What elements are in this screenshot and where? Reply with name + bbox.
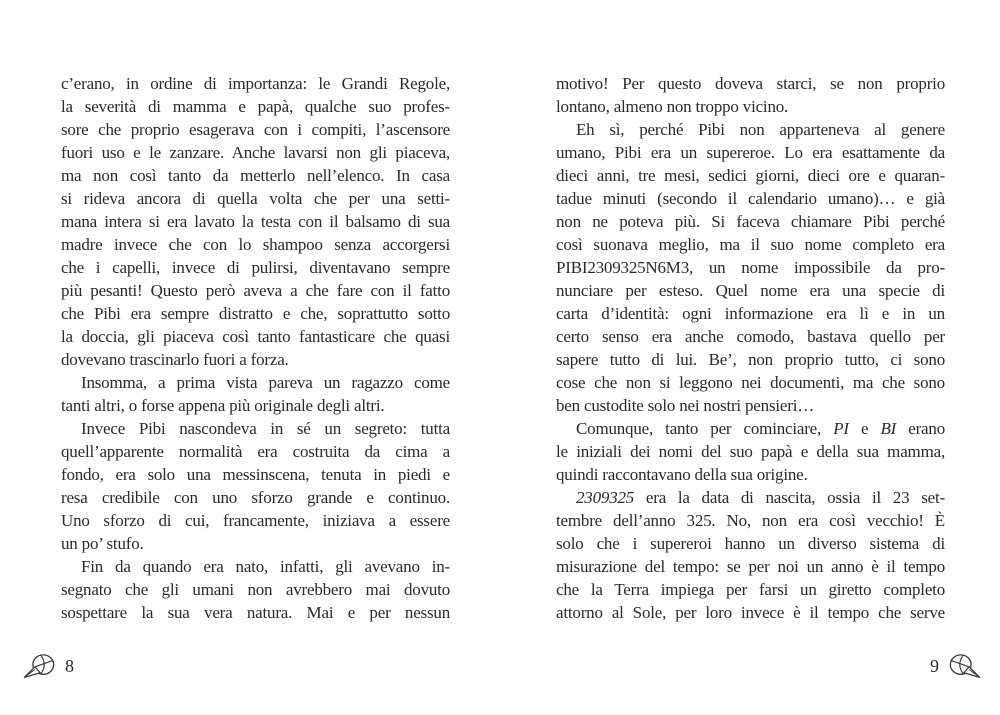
text-line: misurazione del tempo: se per noi un anno è il tempo: [556, 557, 945, 576]
text-line: c’erano, in ordine di importanza: le Grandi Regole,: [61, 74, 450, 93]
text-line: che la Terra impiega per farsi un giretto completo: [556, 580, 945, 599]
text-line: solo che i supereroi hanno un diverso sistema di: [556, 534, 945, 553]
page-left-footer: [22, 652, 74, 680]
text-line: che i capelli, invece di pulirsi, diventavano sempre: [61, 258, 450, 277]
text-line: ben custodite solo nei nostri pensieri…: [556, 396, 815, 415]
text-line: fuori uso e le zanzare. Anche lavarsi non gli piaceva,: [61, 143, 450, 162]
page-right-footer: [930, 652, 982, 680]
text-line: tembre dell’anno 325. No, non era così vecchio! È: [556, 511, 945, 530]
text-line: le iniziali dei nomi del suo papà e della sua mamma,: [556, 442, 945, 461]
text-line: dieci anni, tre mesi, sedici giorni, dieci ore e quaran-: [556, 166, 945, 185]
text-line: quell’apparente normalità era costruita da cima a: [61, 442, 450, 461]
balloon-doodle-icon: [948, 653, 982, 680]
text-line: certo senso era anche comodo, bastava quello per: [556, 327, 945, 346]
text-line: un po’ stufo.: [61, 534, 144, 553]
text-line: nunciare per esteso. Quel nome era una specie di: [556, 281, 945, 300]
text-line: PIBI2309325N6M3, un nome impossibile da pro-: [556, 258, 945, 277]
text-line: la doccia, gli piaceva così tanto fantasticare che quasi: [61, 327, 450, 346]
page-left-text: [61, 72, 450, 624]
text-line: resa credibile con uno sforzo grande e continuo.: [61, 488, 450, 507]
text-line: si rideva ancora di quella volta che per una setti-: [61, 189, 450, 208]
text-line: cose che non si leggono nei documenti, ma che sono: [556, 373, 945, 392]
text-line: Comunque, tanto per cominciare, PI e BI erano: [576, 419, 945, 438]
text-line: tadue minuti (secondo il calendario umano)… e già: [556, 189, 945, 208]
text-line: Fin da quando era nato, infatti, gli avevano in-: [81, 557, 450, 576]
text-line: ma non così tanto da metterlo nell’elenco. In casa: [61, 166, 450, 185]
text-line: sore che proprio esagerava con i compiti, l’ascensore: [61, 120, 450, 139]
text-line: tanti altri, o forse appena più originale degli altri.: [61, 396, 385, 415]
text-line: fondo, era solo una messinscena, tenuta in piedi e: [61, 465, 450, 484]
text-line: mana intera si era lavato la testa con il balsamo di sua: [61, 212, 450, 231]
text-line: umano, Pibi era un supereroe. Lo era esattamente da: [556, 143, 945, 162]
text-line: quindi raccontavano della sua origine.: [556, 465, 808, 484]
page-right-text: [556, 72, 945, 624]
text-line: motivo! Per questo doveva starci, se non proprio: [556, 74, 945, 93]
text-line: lontano, almeno non troppo vicino.: [556, 97, 789, 116]
text-line: più pesanti! Questo però aveva a che fare con il fatto: [61, 281, 450, 300]
text-line: sapere tutto di lui. Be’, non proprio tutto, ci sono: [556, 350, 945, 369]
text-line: madre invece che con lo shampoo senza accorgersi: [61, 235, 450, 254]
text-line: dovevano trascinarlo fuori a forza.: [61, 350, 289, 369]
text-line: Invece Pibi nascondeva in sé un segreto: tutta: [81, 419, 450, 438]
text-line: segnato che gli umani non avrebbero mai dovuto: [61, 580, 450, 599]
text-line: Eh sì, perché Pibi non apparteneva al genere: [576, 120, 945, 139]
text-line: 2309325 era la data di nascita, ossia il 23 set-: [576, 488, 945, 507]
page-number-right: 9: [930, 656, 939, 676]
text-line: non ne poteva più. Si faceva chiamare Pibi perché: [556, 212, 945, 231]
text-line: sospettare la sua vera natura. Mai e per nessun: [61, 603, 450, 622]
text-line: che Pibi era sempre distratto e che, soprattutto sotto: [61, 304, 450, 323]
text-line: Uno sforzo di cui, francamente, iniziava a essere: [61, 511, 450, 530]
page-number-left: 8: [65, 656, 74, 676]
text-line: così suonava meglio, ma il suo nome completo era: [556, 235, 945, 254]
text-line: Insomma, a prima vista pareva un ragazzo come: [81, 373, 450, 392]
text-line: carta d’identità: ogni informazione era lì e in un: [556, 304, 945, 323]
text-line: attorno al Sole, per loro invece è il tempo che serve: [556, 603, 945, 622]
text-line: la severità di mamma e papà, qualche suo profes-: [61, 97, 450, 116]
balloon-doodle-icon: [22, 653, 56, 680]
